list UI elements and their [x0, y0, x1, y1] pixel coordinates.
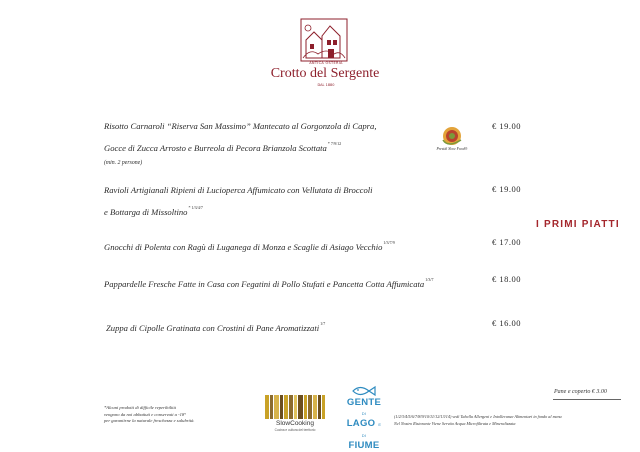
menu-item-zuppa: [106, 315, 325, 337]
dish-name-line: Risotto Carnaroli “Riserva San Massimo” Mantecato al Gorgonzola di Capra,: [104, 121, 377, 131]
note-line: *Alcuni prodotti di difficile reperibilità: [104, 405, 176, 410]
divider: [553, 399, 621, 400]
allergen-codes: * 1/3/4/7: [188, 205, 203, 210]
allergen-codes: 1/3/7/9: [383, 240, 395, 245]
allergen-line: (1/2/3/4/5/6/7/8/9/10/11/12/13/14) vedi Tabella Allergeni e Intolleranze Alimentari in fondo al menu: [394, 414, 562, 419]
storage-note: [104, 405, 254, 425]
restaurant-name: Crotto del Sergente: [270, 66, 380, 81]
menu-item-risotto: [104, 118, 376, 169]
dish-name-line: Gnocchi di Polenta con Ragù di Luganega di Monza e Scaglie di Asiago Vecchio: [104, 242, 383, 252]
dish-name-line: e Bottarga di Missoltino: [104, 207, 188, 217]
water-note: Nel Nostro Ristorante Viene Servita Acqua Microfiltrata e Mineralizzata: [394, 420, 516, 426]
dish-name-line: Gocce di Zucca Arrosto e Burreola di Pecora Brianzola Scottata: [104, 143, 327, 153]
menu-item-gnocchi: [104, 234, 395, 256]
gente-word: LAGO: [346, 418, 376, 429]
dish-name-line: Ravioli Artigianali Ripieni di Lucioperca Affumicato con Vellutata di Broccoli: [104, 185, 373, 195]
gente-small: DI: [361, 411, 367, 416]
gente-word: GENTE: [346, 397, 382, 408]
dish-name-line: Zuppa di Cipolle Gratinata con Crostini di Pane Aromatizzati: [106, 323, 320, 333]
restaurant-logo-icon: [300, 18, 348, 62]
section-title: I PRIMI PIATTI: [536, 219, 620, 230]
allergen-codes: * 7/9/12: [327, 141, 342, 146]
price-ravioli: € 19.00: [492, 184, 521, 194]
note-line: per garantirne la naturale freschezza e salubrità.: [104, 418, 195, 423]
gente-word: FIUME: [348, 440, 380, 451]
menu-item-ravioli: [104, 182, 373, 221]
price-pappardelle: € 18.00: [492, 274, 521, 284]
dish-name-line: Pappardelle Fresche Fatte in Casa con Fegatini di Pollo Stufati e Pancetta Cotta Affumicata: [104, 279, 425, 289]
logo-caption: ANTICA OSTERIA: [309, 61, 343, 65]
fish-icon: [350, 384, 378, 398]
allergen-codes: 1/3/7: [425, 277, 434, 282]
menu-item-pappardelle: [104, 271, 433, 293]
slowcooking-subtitle: Cucina e cultura del territorio: [274, 428, 316, 432]
slowcooking-logo-icon: [263, 393, 327, 421]
slow-food-snail-icon: [428, 124, 476, 160]
allergen-info: [394, 414, 620, 427]
logo-since: DAL 1880: [317, 83, 335, 87]
price-gnocchi: € 17.00: [492, 237, 521, 247]
price-risotto: € 19.00: [492, 121, 521, 131]
allergen-codes: 1/7: [320, 321, 326, 326]
price-zuppa: € 16.00: [492, 318, 521, 328]
presidi-label: Presidi Slow Food®: [436, 147, 468, 151]
dish-note: (min. 2 persone): [104, 160, 143, 166]
pane-coperto: Pane e coperto € 3.00: [554, 389, 607, 395]
gente-small: E DI: [361, 422, 382, 438]
gente-di-lago-logo: [346, 398, 382, 451]
note-line: vengono da noi abbattuti e conservati a -18°: [104, 411, 187, 417]
slowcooking-title: SlowCooking: [276, 420, 314, 427]
